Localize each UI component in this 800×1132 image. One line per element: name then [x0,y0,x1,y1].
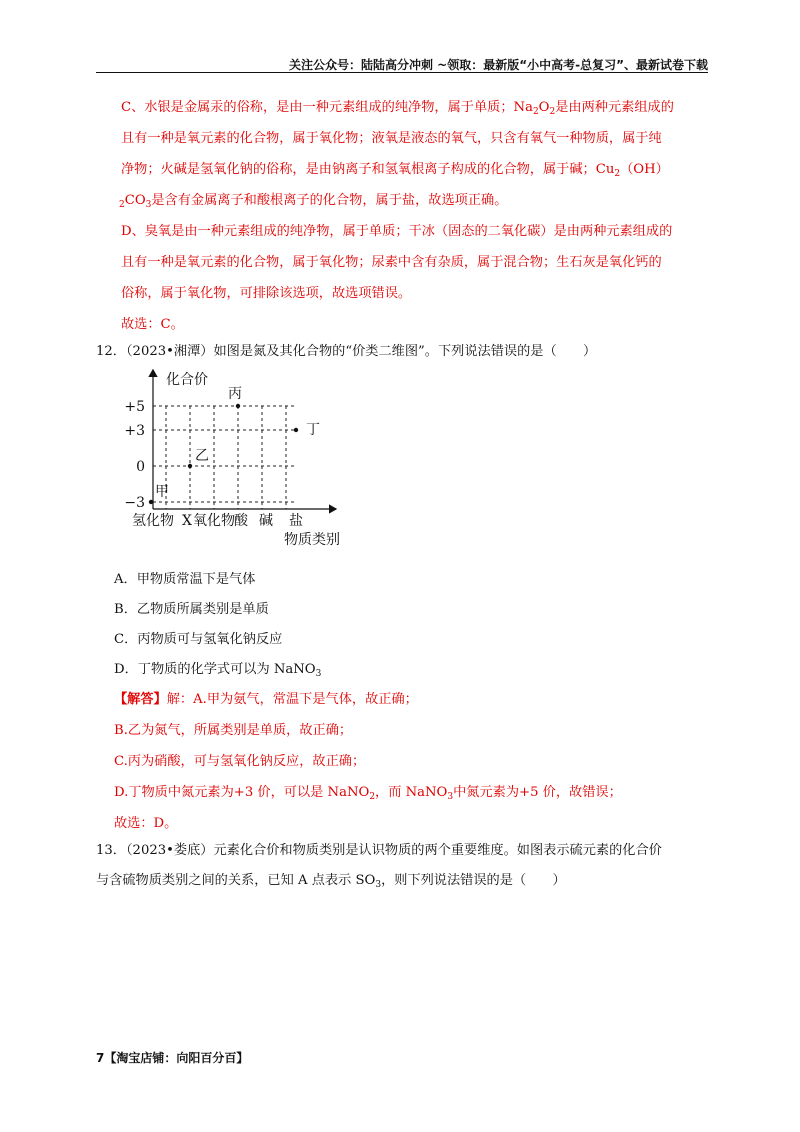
prev-d-line-3: 俗称，属于氧化物，可排除该选项，故选项错误。 [121,286,412,301]
prev-c-line-4 [119,192,507,214]
prev-c-line-3 [121,161,669,183]
valence-category-chart [112,362,372,552]
data-point-label: 丁 [306,422,320,438]
formula: Na [513,100,533,115]
y-tick-label: +5 [124,399,145,415]
page-number: 7 [96,1051,105,1065]
y-tick-label: −3 [124,495,145,511]
formula: （OH） [620,162,669,177]
q13-stem-line-2 [96,872,566,894]
q12-answer: 故选：D。 [114,816,178,831]
subscript: 2 [532,107,539,117]
x-tick-label: 氢化物 [132,513,174,529]
q12-option-a: A．甲物质常温下是气体 [114,572,256,587]
q13-stem-line-1: 13．（2023•娄底）元素化合价和物质类别是认识物质的两个重要维度。如图表示硫元素的化合价 [96,843,662,858]
subscript: 3 [315,669,322,679]
q12-option-c: C．丙物质可与氢氧化钠反应 [114,632,283,647]
data-point-label: 丙 [228,386,242,402]
text: 净物；火碱是氢氧化钠的俗称，是由钠离子和氢氧根离子构成的化合物，属于碱； [121,162,596,177]
subscript: 2 [549,107,556,117]
q12-solution-b: B.乙为氮气，所属类别是单质，故正确； [114,723,353,738]
q12-option-d [114,661,321,683]
data-point [236,404,240,408]
page-footer [96,1049,248,1066]
header-rule [96,72,708,73]
prev-d-line-1: D、臭氧是由一种元素组成的纯净物，属于单质；干冰（固态的二氧化碳）是由两种元素组成的 [121,224,673,239]
y-tick-label: +3 [124,423,145,439]
shop-name: 【淘宝店铺：向阳百分百】 [104,1051,249,1065]
text: D．丁物质的化学式可以为 [114,662,274,677]
solution-tag: 【解答】 [114,692,167,707]
prev-c-line-2: 且有一种是氧元素的化合物，属于氧化物；液氧是液态的氧气，只含有氧气一种物质，属于纯 [121,131,662,146]
prev-answer: 故选：C。 [121,317,184,332]
subscript: 2 [614,169,621,179]
q12-stem: 12．（2023•湘潭）如图是氮及其化合物的“价类二维图”。下列说法错误的是（ ） [96,344,597,359]
data-points [149,386,320,504]
formula: Cu [595,162,615,177]
text: 与含硫物质类别之间的关系，已知 A 点表示 SO [96,873,376,888]
x-tick-labels [132,512,303,529]
subscript: 2 [369,792,376,802]
q12-solution-c: C.丙为硝酸，可与氢氧化钠反应，故正确； [114,754,366,769]
text: D.丁物质中氮元素为+3 价，可以是 NaNO [114,785,370,800]
x-tick-label: 酸 [234,513,248,529]
x-tick-label: 盐 [289,513,303,529]
formula: O [538,100,550,115]
text: 是含有金属离子和酸根离子的化合物，属于盐，故选项正确。 [151,193,508,208]
text: 中氮元素为+5 价，故错误； [453,785,622,800]
q12-solution-a [114,691,418,709]
y-tick-labels [124,399,145,511]
text: 解：A.甲为氨气，常温下是气体，故正确； [166,692,418,707]
text: C、水银是金属汞的俗称，是由一种元素组成的纯净物，属于单质； [121,100,514,115]
q12-option-b: B．乙物质所属类别是单质 [114,602,269,617]
data-point-label: 乙 [195,448,209,464]
text: ，而 NaNO [375,785,448,800]
y-axis-label: 化合价 [166,372,208,388]
data-point [294,428,298,432]
x-tick-label: X [182,513,192,529]
prev-d-line-2: 且有一种是氧元素的化合物，属于氧化物；尿素中含有杂质，属于混合物；生石灰是氧化钙的 [121,255,662,270]
x-tick-label: 碱 [259,513,273,529]
subscript: 3 [447,792,454,802]
prev-c-line-1 [121,99,674,121]
text: 是由两种元素组成的 [555,100,674,115]
subscript: 3 [145,200,152,210]
text: ，则下列说法错误的是（ ） [381,873,566,888]
y-tick-label: 0 [136,459,145,475]
formula: CO [124,193,146,208]
subscript: 3 [375,880,382,890]
q12-solution-d [114,784,622,806]
page-header: 关注公众号：陆陆高分冲刺 ~领取：最新版“小中高考-总复习”、最新试卷下载 [289,58,708,72]
data-point-label: 甲 [155,484,169,500]
chart-grid [153,406,296,509]
x-axis-label: 物质类别 [284,532,340,548]
formula: NaNO [273,662,316,677]
data-point [149,500,153,504]
x-tick-label: 氧化物 [193,513,235,529]
subscript: 2 [119,200,125,210]
data-point [188,464,192,468]
